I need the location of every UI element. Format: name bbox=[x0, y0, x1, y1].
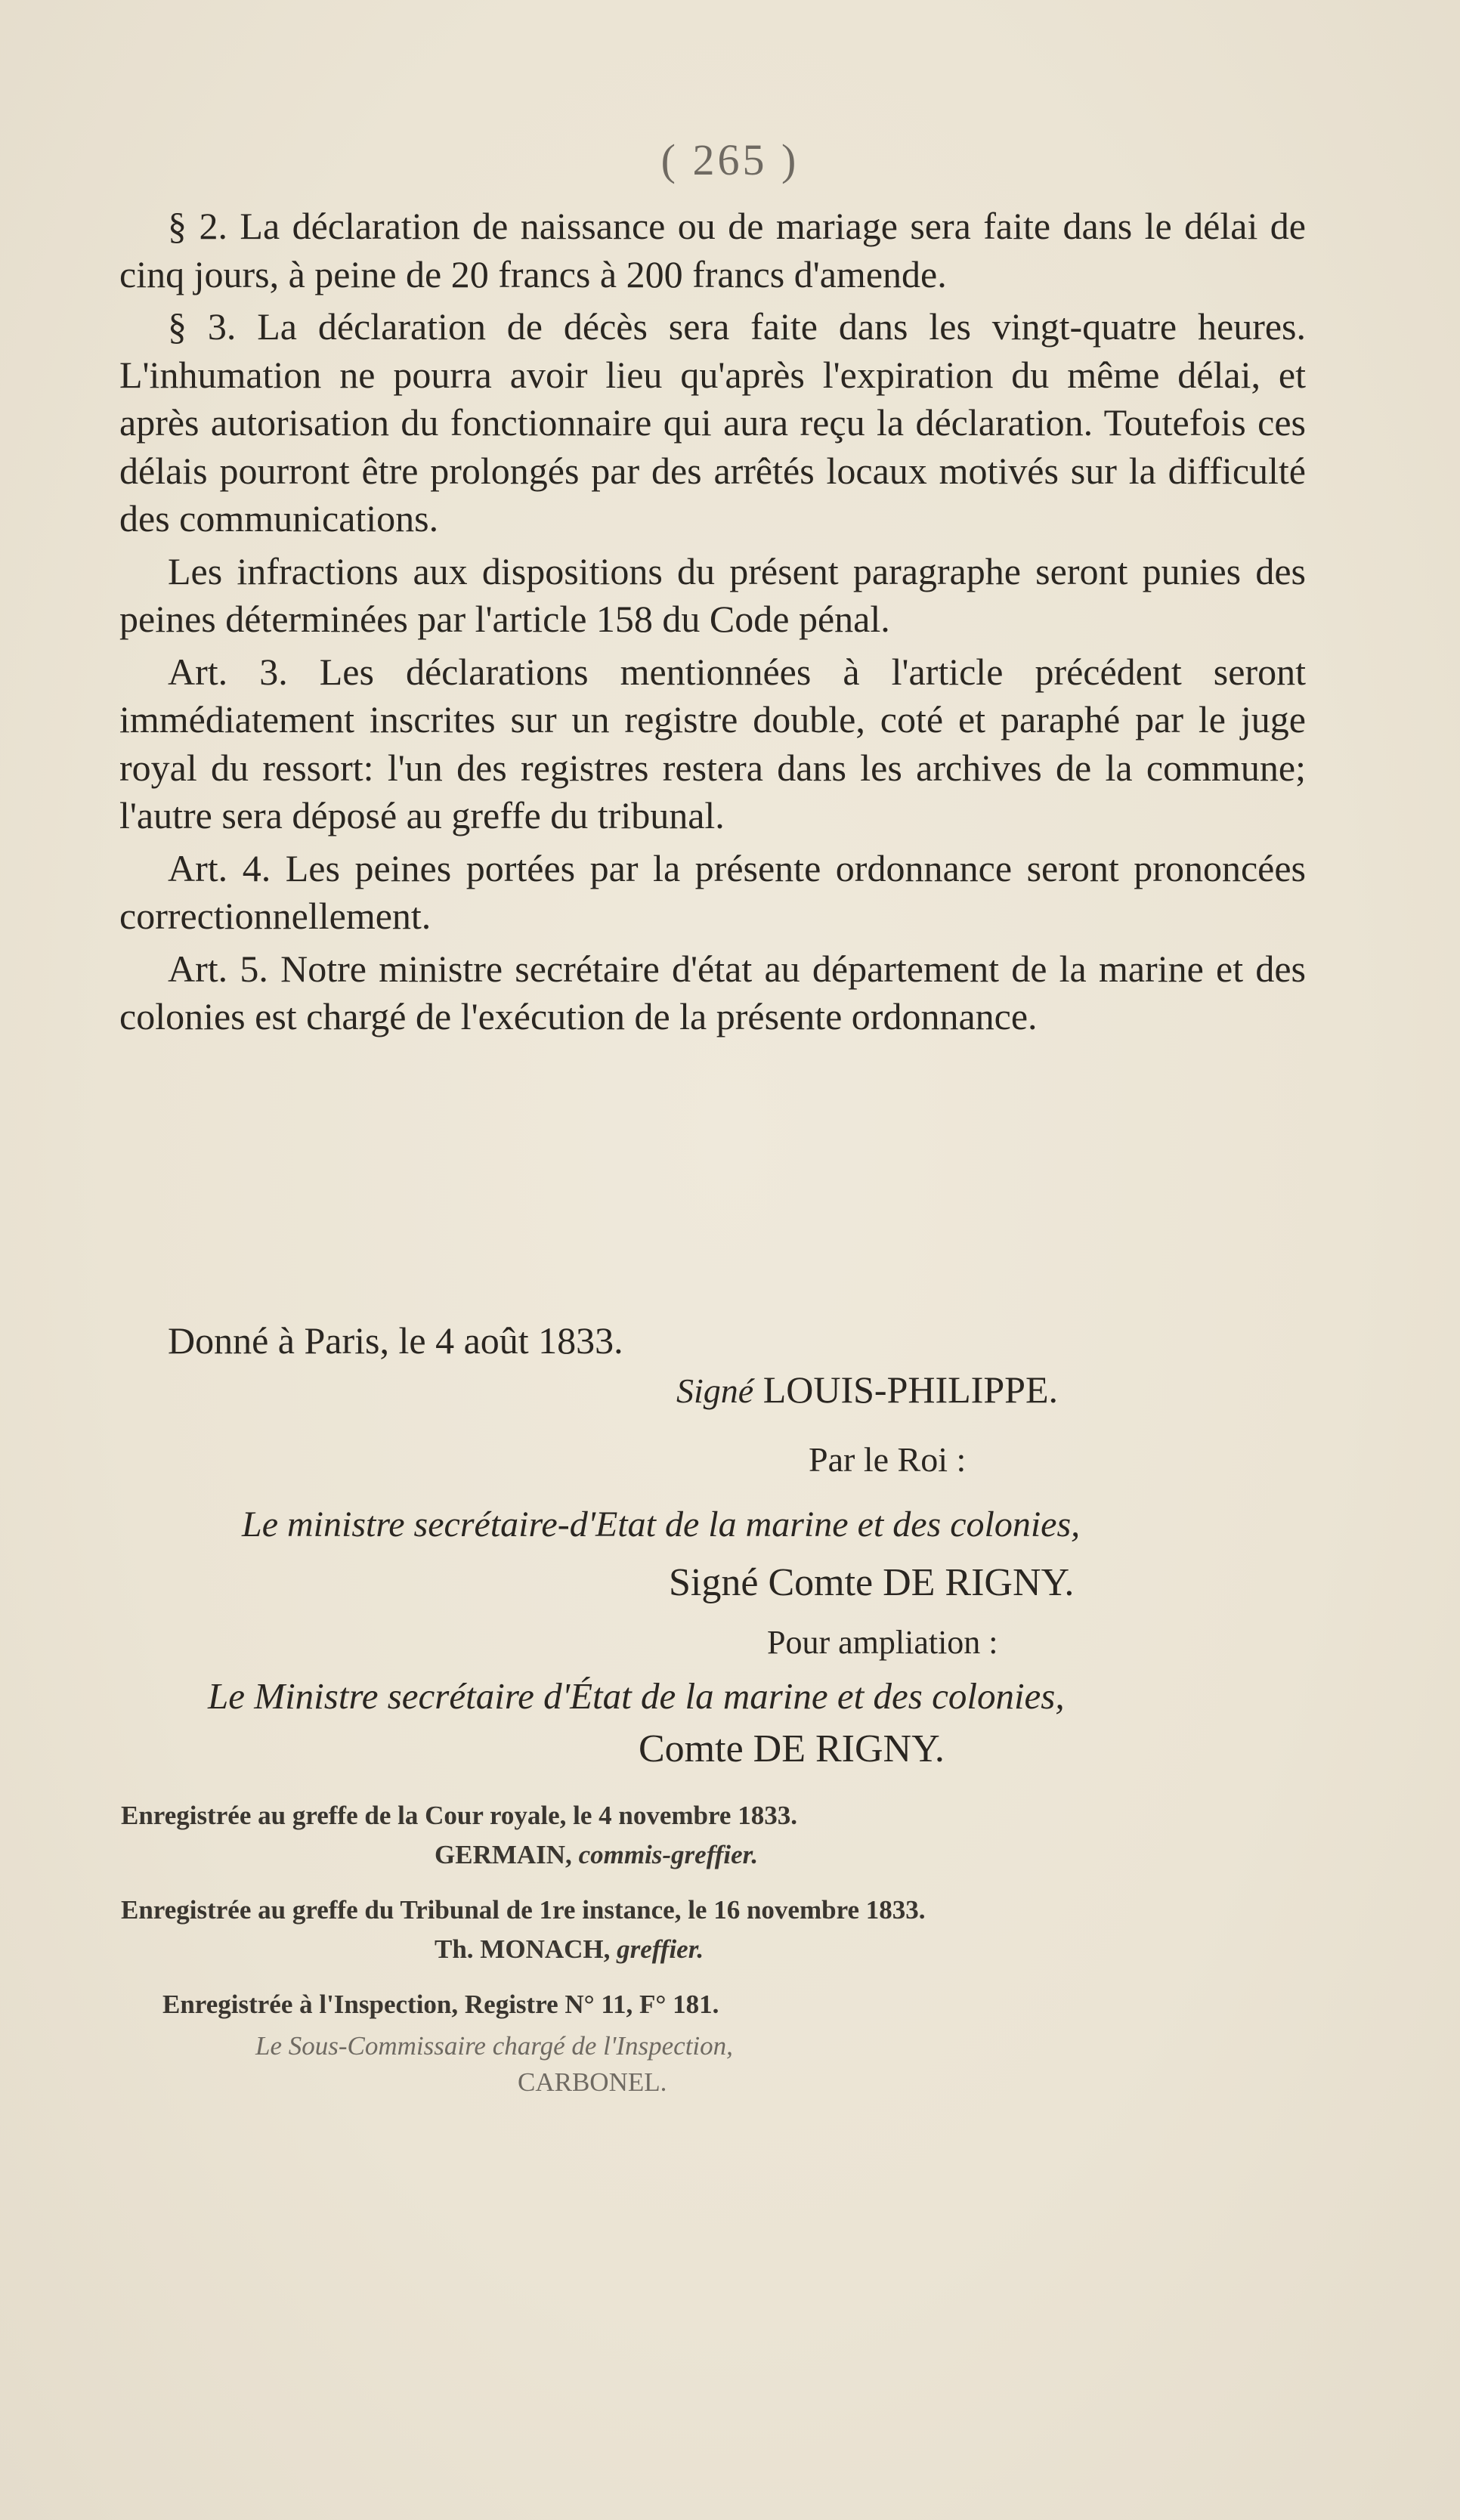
minister-title-1: Le ministre secrétaire-d'Etat de la marine et des colonies, bbox=[242, 1504, 1081, 1544]
signer-name: GERMAIN, bbox=[435, 1840, 572, 1869]
paragraph-article-4: Art. 4. Les peines portées par la présente ordonnance seront prononcées correctionnellement. bbox=[119, 846, 1306, 937]
royal-signature bbox=[676, 1368, 1058, 1412]
signer-role: greffier. bbox=[617, 1934, 704, 1964]
minister-name: Comte DE RIGNY. bbox=[639, 1727, 945, 1770]
page-number: ( 265 ) bbox=[660, 135, 800, 184]
signer-role: commis-greffier. bbox=[578, 1840, 759, 1869]
signer-name: Th. MONACH, bbox=[435, 1934, 611, 1964]
signed-minister: Signé Comte DE RIGNY. bbox=[669, 1561, 1075, 1604]
par-le-roi: Par le Roi : bbox=[809, 1440, 967, 1479]
king-name: LOUIS-PHILIPPE. bbox=[762, 1368, 1058, 1411]
registration-line-tribunal: Enregistrée au greffe du Tribunal de 1re instance, le 16 novembre 1833. bbox=[121, 1895, 926, 1925]
paragraph-section-2: § 2. La déclaration de naissance ou de mariage sera faite dans le délai de cinq jours, à peine de 20 francs à 200 francs d'amende. bbox=[119, 205, 1306, 295]
registration-signer-3-title: Le Sous-Commissaire chargé de l'Inspection, bbox=[255, 2031, 733, 2061]
date-line: Donné à Paris, le 4 août 1833. bbox=[168, 1319, 623, 1362]
paragraph-article-3: Art. 3. Les déclarations mentionnées à l'article précédent seront immédiatement inscrites sur un registre double, coté et paraphé par le juge royal du ressort: l'un des registres restera dans les archives de la commune; l'autre sera déposé au greffe du tribunal. bbox=[119, 650, 1306, 836]
registration-signer-1 bbox=[435, 1840, 758, 1870]
registration-signer-2 bbox=[435, 1934, 704, 1965]
registration-line-cour-royale: Enregistrée au greffe de la Cour royale, le 4 novembre 1833. bbox=[121, 1801, 797, 1830]
paragraph-infractions: Les infractions aux dispositions du présent paragraphe seront punies des peines déterminées par l'article 158 du Code pénal. bbox=[119, 549, 1306, 640]
signe-word: Signé bbox=[676, 1371, 754, 1410]
paragraph-section-3: § 3. La déclaration de décès sera faite dans les vingt-quatre heures. L'inhumation ne pourra avoir lieu qu'après l'expiration du même délai, et après autorisation du fonctionnaire qui aura reçu la déclaration. Toutefois ces délais pourront être prolongés par des arrêtés locaux motivés sur la difficulté des communications. bbox=[119, 305, 1306, 540]
pour-ampliation: Pour ampliation : bbox=[767, 1624, 998, 1661]
registration-signer-3-name: CARBONEL. bbox=[518, 2067, 667, 2097]
minister-title-2: Le Ministre secrétaire d'État de la marine et des colonies, bbox=[208, 1675, 1065, 1717]
paragraph-article-5: Art. 5. Notre ministre secrétaire d'état au département de la marine et des colonies est chargé de l'exécution de la présente ordonnance. bbox=[119, 947, 1306, 1037]
ordinance-body bbox=[119, 203, 1306, 1041]
registration-line-inspection: Enregistrée à l'Inspection, Registre N° 11, F° 181. bbox=[162, 1990, 719, 2019]
